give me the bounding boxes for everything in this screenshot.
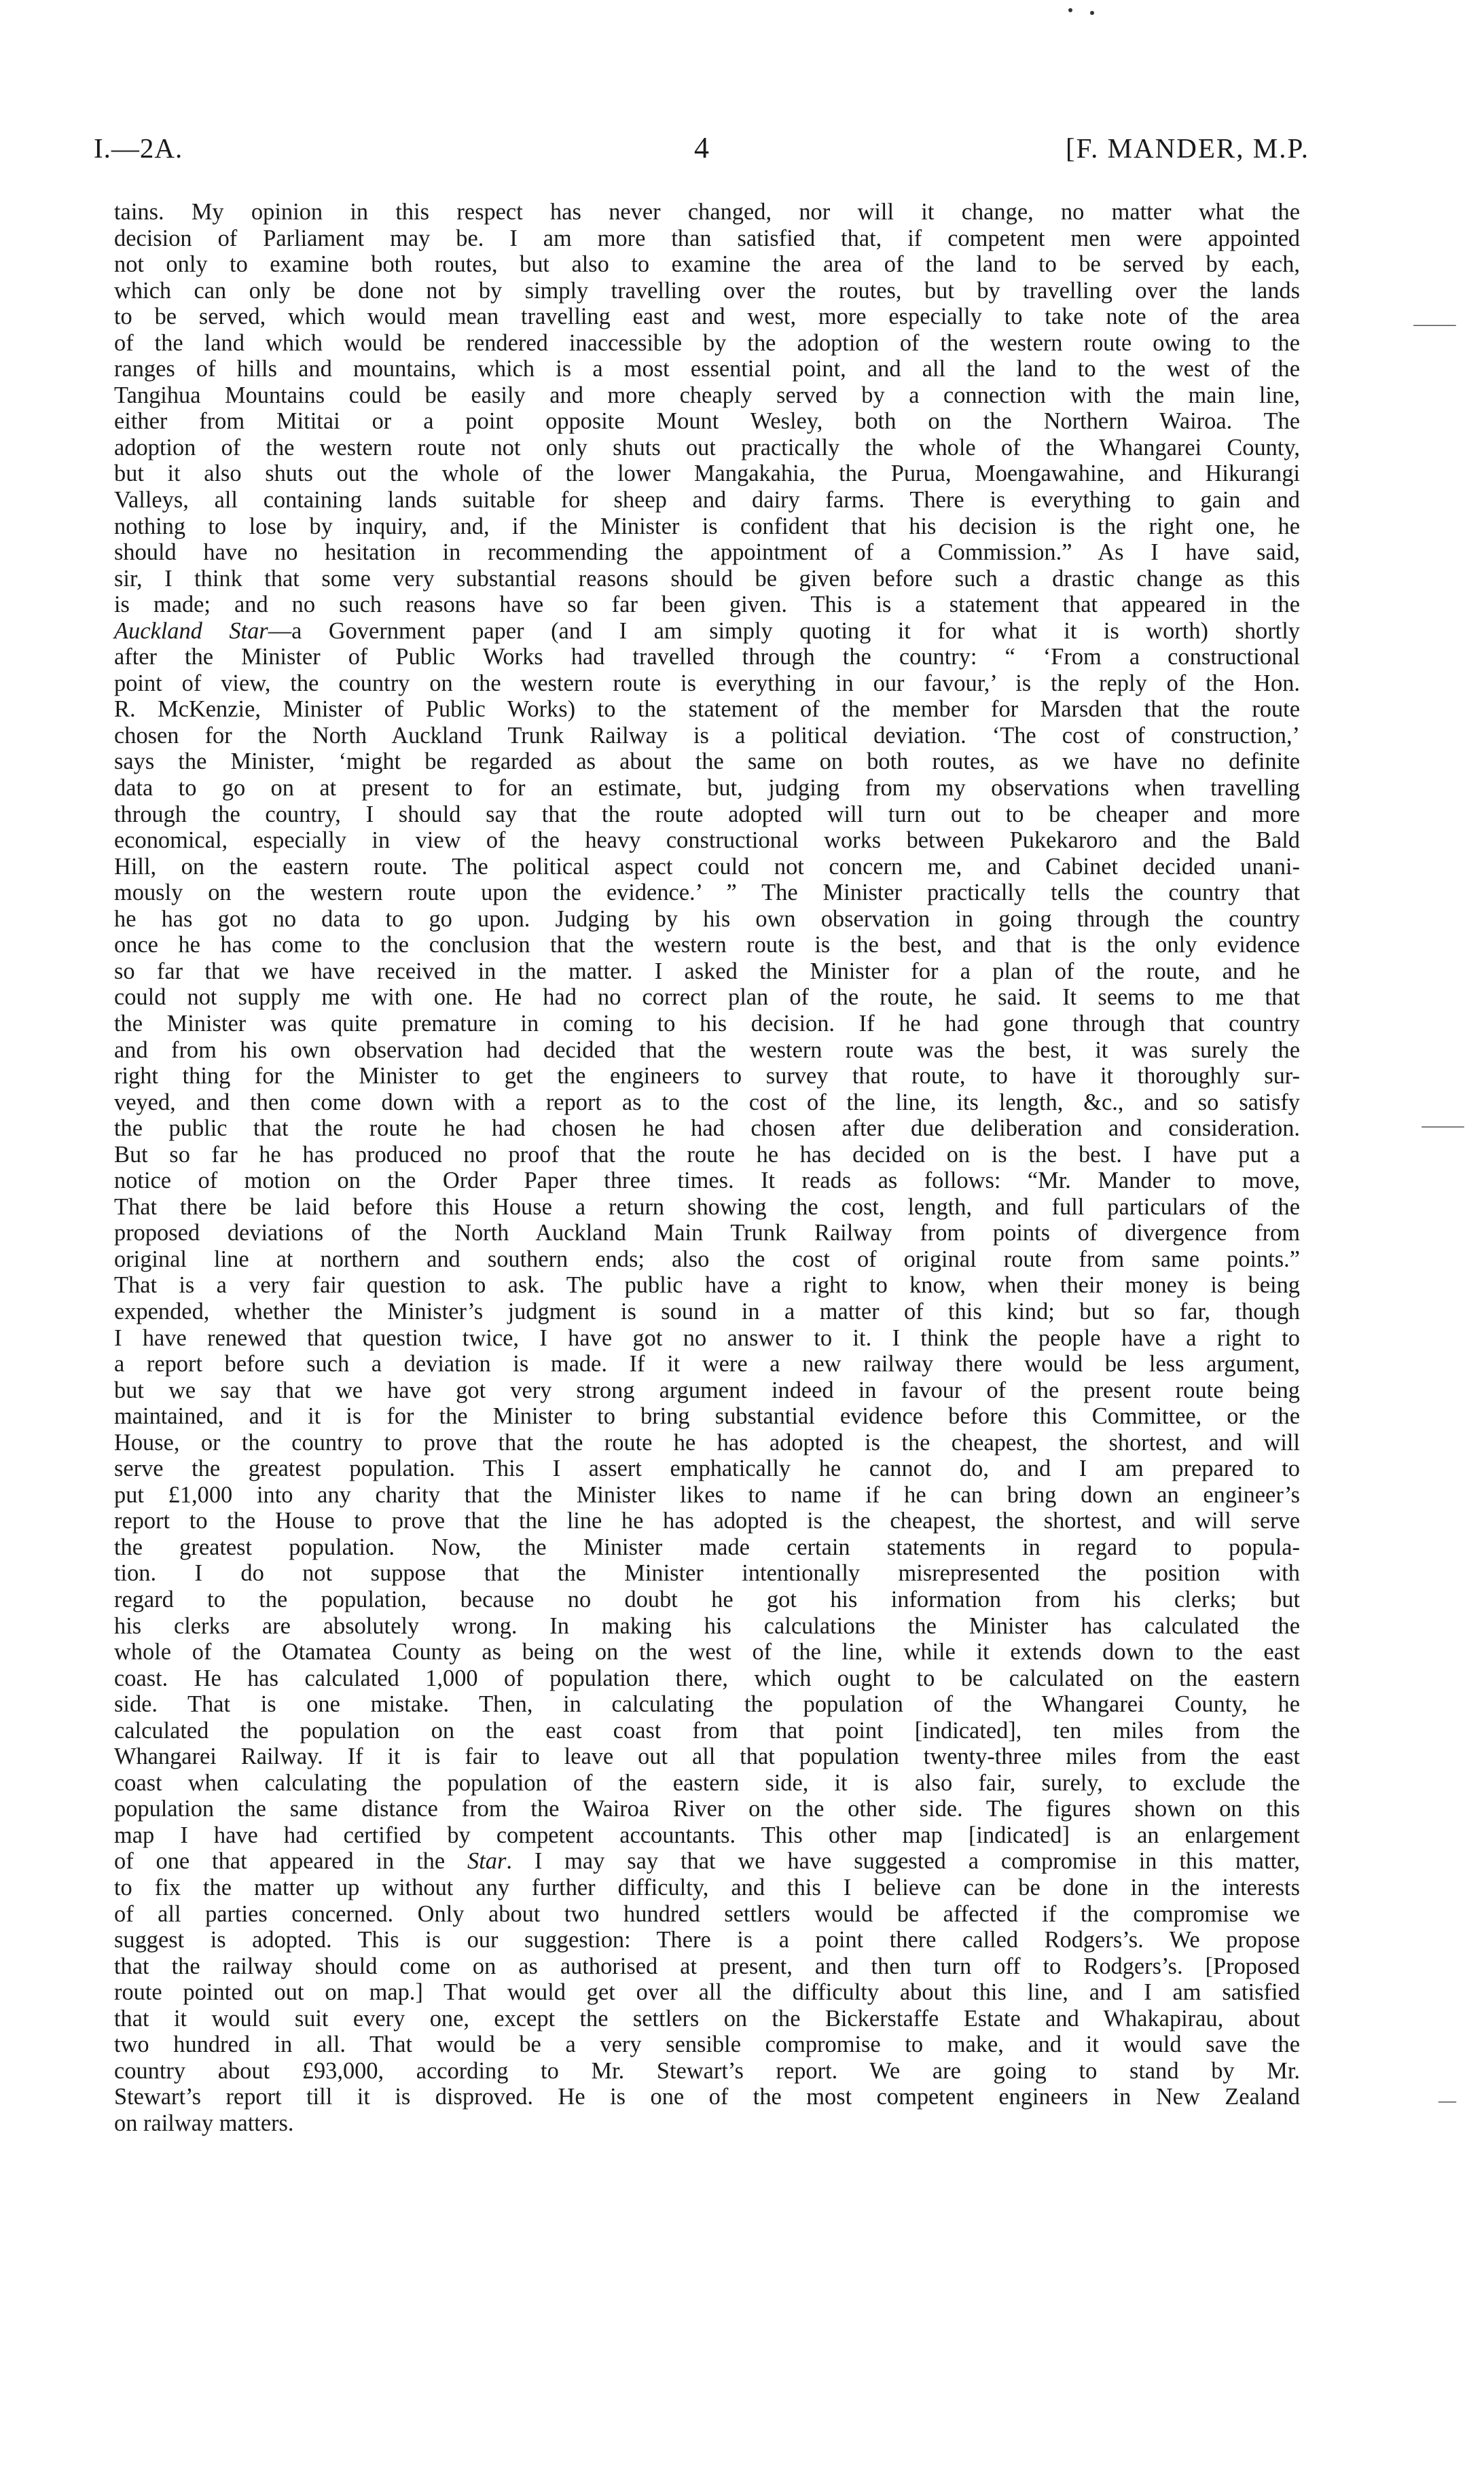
text-line: route pointed out on map.] That would get over all the difficulty about this line, and I am satisfied (114, 1979, 1300, 2006)
text-line: ranges of hills and mountains, which is a most essential point, and all the land to the west of the (114, 356, 1300, 382)
text-line: the Minister was quite premature in coming to his decision. If he had gone through that country (114, 1010, 1300, 1036)
text-line: But so far he has produced no proof that the route he has decided on is the best. I have put a (114, 1141, 1300, 1168)
text-line: could not supply me with one. He had no correct plan of the route, he said. It seems to me that (114, 984, 1300, 1011)
text-line: the public that the route he had chosen he had chosen after due deliberation and consideration. (114, 1115, 1300, 1142)
text-line: is made; and no such reasons have so far been given. This is a statement that appeared in the (114, 592, 1300, 618)
text-line: of all parties concerned. Only about two hundred settlers would be affected if the compromise we (114, 1900, 1300, 1927)
text-line: to fix the matter up without any further difficulty, and this I believe can be done in the interests (114, 1875, 1300, 1900)
text-line: expended, whether the Minister’s judgment is sound in a matter of this kind; but so far, though (114, 1298, 1300, 1324)
text-line: country about £93,000, according to Mr. Stewart’s report. We are going to stand by Mr. (114, 2057, 1300, 2084)
text-line: right thing for the Minister to get the engineers to survey that route, to have it thoroughly sur- (114, 1063, 1300, 1089)
text-line: adoption of the western route not only shuts out practically the whole of the Whangarei County, (114, 434, 1300, 461)
text-line: population the same distance from the Wairoa River on the other side. The figures shown on this (114, 1796, 1300, 1822)
text-line: calculated the population on the east coast from that point [indicated], ten miles from the (114, 1717, 1300, 1744)
text-line: notice of motion on the Order Paper three times. It reads as follows: “Mr. Mander to move, (114, 1168, 1300, 1194)
text-line: tains. My opinion in this respect has never changed, nor will it change, no matter what the (114, 199, 1300, 225)
text-line: suggest is adopted. This is our suggestion: There is a point there called Rodgers’s. We propose (114, 1927, 1300, 1953)
text-line: and from his own observation had decided that the western route was the best, it was surely the (114, 1036, 1300, 1063)
text-line: Whangarei Railway. If it is fair to leave out all that population twenty-three miles from the east (114, 1744, 1300, 1770)
speaker-name: [F. MANDER, M.P. (1065, 132, 1309, 164)
text-line: That there be laid before this House a return showing the cost, length, and full particulars of the (114, 1193, 1300, 1220)
text-line: R. McKenzie, Minister of Public Works) to the statement of the member for Marsden that the route (114, 696, 1300, 723)
text-line: put £1,000 into any charity that the Minister likes to name if he can bring down an engineer’s (114, 1481, 1300, 1508)
text-line: report to the House to prove that the line he has adopted is the cheapest, the shortest, and will serve (114, 1508, 1300, 1534)
text-line: either from Mititai or a point opposite Mount Wesley, both on the Northern Wairoa. The (114, 408, 1300, 435)
text-line: chosen for the North Auckland Trunk Railway is a political deviation. ‘The cost of construction,’ (114, 722, 1300, 748)
text-line: Tangihua Mountains could be easily and more cheaply served by a connection with the main line, (114, 382, 1300, 408)
text-line: Hill, on the eastern route. The political aspect could not concern me, and Cabinet decided unani- (114, 853, 1300, 880)
text-line: but it also shuts out the whole of the lower Mangakahia, the Purua, Moengawahine, and Hikurangi (114, 461, 1300, 487)
text-line: of the land which would be rendered inaccessible by the adoption of the western route owing to the (114, 329, 1300, 356)
text-line: coast when calculating the population of the eastern side, it is also fair, surely, to exclude the (114, 1769, 1300, 1796)
margin-mark: ― (1438, 2091, 1456, 2110)
text-line: on railway matters. (114, 2110, 294, 2136)
text-line: veyed, and then come down with a report as to the cost of the line, its length, &c., and so satisfy (114, 1089, 1300, 1115)
text-line: the greatest population. Now, the Minister made certain statements in regard to popula- (114, 1534, 1300, 1560)
text-line: whole of the Otamatea County as being on the west of the line, while it extends down to the east (114, 1639, 1300, 1665)
text-line: should have no hesitation in recommending the appointment of a Commission.” As I have said, (114, 539, 1300, 566)
text-line: which can only be done not by simply travelling over the routes, but by travelling over the lands (114, 277, 1300, 304)
text-line: Stewart’s report till it is disproved. He is one of the most competent engineers in New Zealand (114, 2084, 1300, 2110)
document-reference: I.—2A. (94, 132, 183, 164)
text-line: proposed deviations of the North Auckland Main Trunk Railway from points of divergence from (114, 1220, 1300, 1246)
text-line: not only to examine both routes, but also to examine the area of the land to be served by each, (114, 251, 1300, 278)
margin-mark: ⸻ (1413, 314, 1457, 334)
text-line: but we say that we have got very strong argument indeed in favour of the present route being (114, 1377, 1300, 1403)
margin-mark: ⸻ (1421, 1116, 1465, 1136)
text-line: That is a very fair question to ask. The public have a right to know, when their money is being (114, 1272, 1300, 1299)
text-line: a report before such a deviation is made. If it were a new railway there would be less argument, (114, 1351, 1300, 1377)
text-line: through the country, I should say that the route adopted will turn out to be cheaper and more (114, 801, 1300, 827)
text-line: so far that we have received in the matter. I asked the Minister for a plan of the route, and he (114, 958, 1300, 984)
text-line: maintained, and it is for the Minister to bring substantial evidence before this Committee, or the (114, 1403, 1300, 1430)
text-line: Valleys, all containing lands suitable for sheep and dairy farms. There is everything to gain and (114, 487, 1300, 513)
page-header (94, 128, 1309, 168)
text-line: two hundred in all. That would be a very sensible compromise to make, and it would save the (114, 2032, 1300, 2058)
page-number: 4 (694, 131, 709, 164)
text-line: original line at northern and southern ends; also the cost of original route from same points.” (114, 1246, 1300, 1272)
text-line: his clerks are absolutely wrong. In making his calculations the Minister has calculated the (114, 1612, 1300, 1639)
text-line: mously on the western route upon the evidence.’ ” The Minister practically tells the country that (114, 880, 1300, 906)
text-line: economical, especially in view of the heavy constructional works between Pukekaroro and the Bald (114, 827, 1300, 854)
text-line: sir, I think that some very substantial reasons should be given before such a drastic change as this (114, 565, 1300, 592)
text-line: map I have had certified by competent accountants. This other map [indicated] is an enlargement (114, 1822, 1300, 1848)
body-text (114, 199, 1300, 2136)
text-line: I have renewed that question twice, I have got no answer to it. I think the people have a right to (114, 1324, 1300, 1351)
text-line: serve the greatest population. This I assert emphatically he cannot do, and I am prepared to (114, 1456, 1300, 1482)
text-line: once he has come to the conclusion that the western route is the best, and that is the only evidence (114, 932, 1300, 958)
text-line: House, or the country to prove that the route he has adopted is the cheapest, the shortest, and will (114, 1429, 1300, 1456)
text-line: regard to the population, because no doubt he got his information from his clerks; but (114, 1586, 1300, 1612)
text-line: of one that appeared in the Star. I may say that we have suggested a compromise in this matter, (114, 1848, 1300, 1875)
text-line: Auckland Star—a Government paper (and I am simply quoting it for what it is worth) shortly (114, 617, 1300, 644)
text-line: he has got no data to go upon. Judging by his own observation in going through the country (114, 905, 1300, 932)
text-line: says the Minister, ‘might be regarded as about the same on both routes, as we have no definite (114, 748, 1300, 775)
text-line: that the railway should come on as authorised at present, and then turn off to Rodgers’s. [Proposed (114, 1953, 1300, 1979)
text-line: coast. He has calculated 1,000 of population there, which ought to be calculated on the eastern (114, 1665, 1300, 1691)
text-line: to be served, which would mean travelling east and west, more especially to take note of the area (114, 304, 1300, 330)
text-line: decision of Parliament may be. I am more than satisfied that, if competent men were appointed (114, 225, 1300, 251)
text-line: tion. I do not suppose that the Minister intentionally misrepresented the position with (114, 1560, 1300, 1587)
text-line: that it would suit every one, except the settlers on the Bickerstaffe Estate and Whakapirau, about (114, 2005, 1300, 2032)
scan-speck (1068, 8, 1072, 12)
text-line: nothing to lose by inquiry, and, if the Minister is confident that his decision is the right one, he (114, 513, 1300, 539)
text-line: point of view, the country on the western route is everything in our favour,’ is the reply of the Hon. (114, 670, 1300, 696)
text-line: data to go on at present to for an estimate, but, judging from my observations when travelling (114, 775, 1300, 801)
text-line: side. That is one mistake. Then, in calculating the population of the Whangarei County, he (114, 1691, 1300, 1718)
scan-speck (1090, 11, 1094, 15)
text-line: after the Minister of Public Works had travelled through the country: “ ‘From a constructional (114, 644, 1300, 670)
